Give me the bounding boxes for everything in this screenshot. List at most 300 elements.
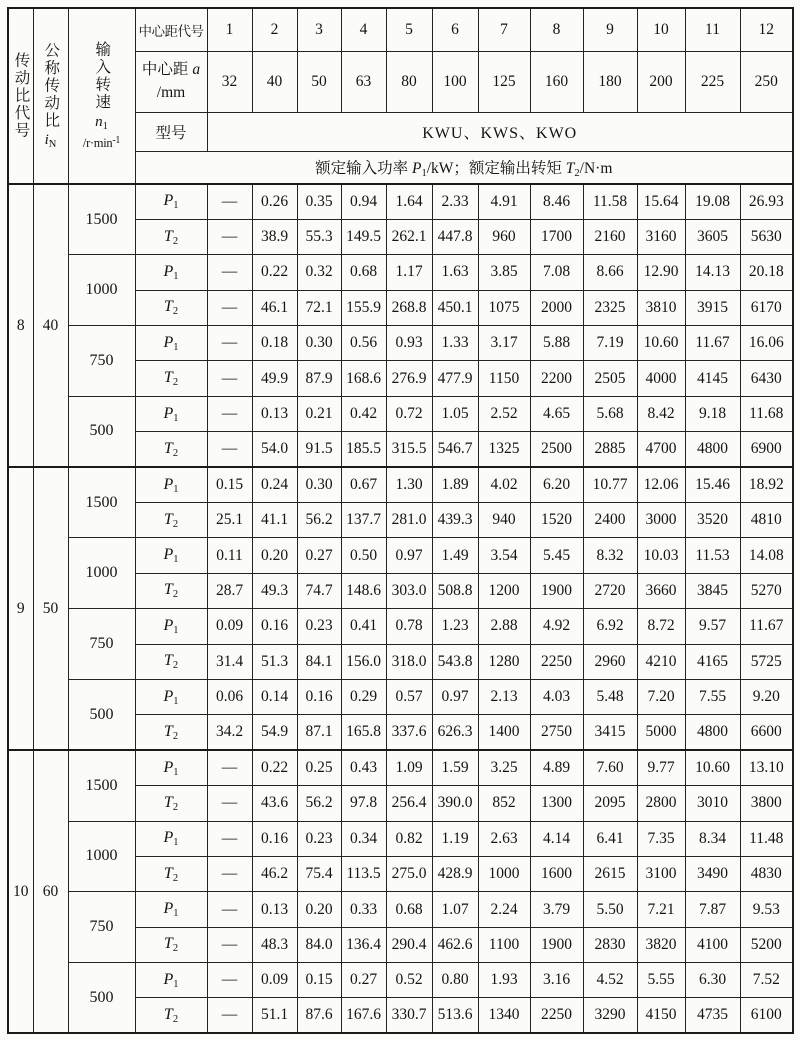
- value-cell: 4150: [637, 998, 685, 1033]
- value-cell: 281.0: [386, 503, 432, 538]
- value-cell: 1340: [478, 998, 530, 1033]
- speed-cell: 750: [68, 892, 135, 963]
- value-cell: 8.32: [583, 538, 637, 573]
- value-cell: 4735: [685, 998, 740, 1033]
- ratio-code-label: 传动比代号: [12, 52, 30, 140]
- value-cell: 0.56: [341, 326, 386, 361]
- value-cell: 262.1: [386, 219, 432, 254]
- value-cell: 1150: [478, 361, 530, 396]
- value-cell: 3.79: [530, 892, 583, 927]
- value-cell: 84.0: [297, 927, 341, 962]
- value-cell: 1.05: [432, 396, 478, 431]
- value-cell: 6.41: [583, 821, 637, 856]
- value-cell: 275.0: [386, 856, 432, 891]
- speed-cell: 1000: [68, 821, 135, 892]
- input-speed-symbol: $n_1$: [95, 114, 108, 132]
- value-cell: 0.97: [386, 538, 432, 573]
- value-cell: 20.18: [740, 255, 793, 290]
- value-cell: 12.06: [637, 467, 685, 502]
- row-label-t2: $T_2$: [135, 998, 207, 1033]
- value-cell: 9.57: [685, 609, 740, 644]
- row-label-p1: $P_1$: [135, 184, 207, 219]
- value-cell: 156.0: [341, 644, 386, 679]
- distance-cell: 200: [637, 51, 685, 112]
- input-speed-label: 输入转速: [93, 41, 111, 111]
- code-cell: 11: [685, 8, 740, 51]
- speed-cell: 1500: [68, 467, 135, 538]
- value-cell: —: [207, 184, 252, 219]
- value-cell: 4830: [740, 856, 793, 891]
- value-cell: 0.22: [252, 255, 297, 290]
- value-cell: 337.6: [386, 715, 432, 750]
- distance-cell: 180: [583, 51, 637, 112]
- value-cell: 0.09: [207, 609, 252, 644]
- value-cell: 330.7: [386, 998, 432, 1033]
- value-cell: 18.92: [740, 467, 793, 502]
- value-cell: 7.08: [530, 255, 583, 290]
- value-cell: 0.27: [341, 963, 386, 998]
- value-cell: 318.0: [386, 644, 432, 679]
- value-cell: 0.57: [386, 679, 432, 714]
- value-cell: 5630: [740, 219, 793, 254]
- value-cell: 0.72: [386, 396, 432, 431]
- value-cell: 4.91: [478, 184, 530, 219]
- value-cell: 1.64: [386, 184, 432, 219]
- speed-cell: 750: [68, 609, 135, 680]
- value-cell: 14.13: [685, 255, 740, 290]
- value-cell: 315.5: [386, 432, 432, 467]
- value-cell: 477.9: [432, 361, 478, 396]
- value-cell: 84.1: [297, 644, 341, 679]
- speed-cell: 500: [68, 396, 135, 467]
- value-cell: 290.4: [386, 927, 432, 962]
- value-cell: 447.8: [432, 219, 478, 254]
- value-cell: 0.20: [297, 892, 341, 927]
- row-label-p1: $P_1$: [135, 609, 207, 644]
- row-label-t2: $T_2$: [135, 786, 207, 821]
- nominal-ratio-label: 公称传动比: [42, 41, 60, 130]
- value-cell: 0.94: [341, 184, 386, 219]
- value-cell: 15.46: [685, 467, 740, 502]
- value-cell: 276.9: [386, 361, 432, 396]
- value-cell: 0.67: [341, 467, 386, 502]
- value-cell: 513.6: [432, 998, 478, 1033]
- value-cell: 7.55: [685, 679, 740, 714]
- row-label-t2: $T_2$: [135, 432, 207, 467]
- center-distance-title: 中心距 a: [141, 61, 201, 79]
- value-cell: 168.6: [341, 361, 386, 396]
- value-cell: 4.89: [530, 750, 583, 785]
- row-label-p1: $P_1$: [135, 892, 207, 927]
- value-cell: 2200: [530, 361, 583, 396]
- value-cell: 0.25: [297, 750, 341, 785]
- speed-cell: 750: [68, 326, 135, 397]
- center-distance-code-label: 中心距代号: [135, 8, 207, 51]
- ratio-code-cell: 10: [8, 750, 33, 1033]
- value-cell: 543.8: [432, 644, 478, 679]
- power-row: [8, 396, 793, 431]
- value-cell: 6430: [740, 361, 793, 396]
- value-cell: 11.48: [740, 821, 793, 856]
- power-row: [8, 679, 793, 714]
- value-cell: 8.66: [583, 255, 637, 290]
- value-cell: 11.67: [740, 609, 793, 644]
- value-cell: —: [207, 786, 252, 821]
- value-cell: 0.11: [207, 538, 252, 573]
- value-cell: 5.45: [530, 538, 583, 573]
- value-cell: 3660: [637, 573, 685, 608]
- value-cell: 0.29: [341, 679, 386, 714]
- row-label-t2: $T_2$: [135, 856, 207, 891]
- value-cell: —: [207, 856, 252, 891]
- value-cell: 3915: [685, 290, 740, 325]
- value-cell: 1.93: [478, 963, 530, 998]
- value-cell: 43.6: [252, 786, 297, 821]
- value-cell: —: [207, 892, 252, 927]
- value-cell: 4100: [685, 927, 740, 962]
- value-cell: —: [207, 255, 252, 290]
- value-cell: 852: [478, 786, 530, 821]
- distance-cell: 125: [478, 51, 530, 112]
- value-cell: 0.18: [252, 326, 297, 361]
- distance-cell: 160: [530, 51, 583, 112]
- value-cell: 3.54: [478, 538, 530, 573]
- value-cell: 10.60: [637, 326, 685, 361]
- value-cell: 5.88: [530, 326, 583, 361]
- value-cell: 10.03: [637, 538, 685, 573]
- value-cell: 28.7: [207, 573, 252, 608]
- value-cell: —: [207, 998, 252, 1033]
- value-cell: 268.8: [386, 290, 432, 325]
- value-cell: 15.64: [637, 184, 685, 219]
- value-cell: 4.92: [530, 609, 583, 644]
- value-cell: 2500: [530, 432, 583, 467]
- value-cell: 0.06: [207, 679, 252, 714]
- value-cell: 48.3: [252, 927, 297, 962]
- value-cell: 0.30: [297, 326, 341, 361]
- value-cell: 1075: [478, 290, 530, 325]
- code-cell: 5: [386, 8, 432, 51]
- power-row: [8, 184, 793, 219]
- ratio-code-cell: 8: [8, 184, 33, 467]
- value-cell: 16.06: [740, 326, 793, 361]
- value-cell: 2250: [530, 644, 583, 679]
- value-cell: 9.18: [685, 396, 740, 431]
- power-row: [8, 963, 793, 998]
- value-cell: 0.16: [252, 821, 297, 856]
- value-cell: 2720: [583, 573, 637, 608]
- value-cell: 3010: [685, 786, 740, 821]
- value-cell: 1520: [530, 503, 583, 538]
- value-cell: 3800: [740, 786, 793, 821]
- value-cell: 7.35: [637, 821, 685, 856]
- value-cell: 4.03: [530, 679, 583, 714]
- code-cell: 3: [297, 8, 341, 51]
- value-cell: 0.82: [386, 821, 432, 856]
- value-cell: —: [207, 326, 252, 361]
- distance-cell: 32: [207, 51, 252, 112]
- value-cell: 185.5: [341, 432, 386, 467]
- value-cell: —: [207, 396, 252, 431]
- value-cell: 3000: [637, 503, 685, 538]
- speed-cell: 1000: [68, 538, 135, 609]
- value-cell: 3.85: [478, 255, 530, 290]
- distance-cell: 250: [740, 51, 793, 112]
- value-cell: 5725: [740, 644, 793, 679]
- value-cell: 0.22: [252, 750, 297, 785]
- value-cell: 2960: [583, 644, 637, 679]
- value-cell: —: [207, 432, 252, 467]
- model-label: 型号: [135, 112, 207, 151]
- value-cell: 74.7: [297, 573, 341, 608]
- value-cell: 2615: [583, 856, 637, 891]
- value-cell: 9.20: [740, 679, 793, 714]
- value-cell: 7.21: [637, 892, 685, 927]
- value-cell: 1000: [478, 856, 530, 891]
- value-cell: 56.2: [297, 503, 341, 538]
- value-cell: 0.27: [297, 538, 341, 573]
- power-row: [8, 892, 793, 927]
- value-cell: 1.09: [386, 750, 432, 785]
- value-cell: 0.93: [386, 326, 432, 361]
- value-cell: 19.08: [685, 184, 740, 219]
- value-cell: 1.23: [432, 609, 478, 644]
- header-nominal-ratio: [33, 8, 68, 184]
- code-cell: 2: [252, 8, 297, 51]
- code-cell: 6: [432, 8, 478, 51]
- value-cell: 12.90: [637, 255, 685, 290]
- value-cell: 6600: [740, 715, 793, 750]
- value-cell: 87.9: [297, 361, 341, 396]
- value-cell: 508.8: [432, 573, 478, 608]
- value-cell: 0.30: [297, 467, 341, 502]
- row-label-t2: $T_2$: [135, 290, 207, 325]
- value-cell: 46.1: [252, 290, 297, 325]
- speed-cell: 500: [68, 679, 135, 750]
- value-cell: 56.2: [297, 786, 341, 821]
- value-cell: 2160: [583, 219, 637, 254]
- value-cell: 7.19: [583, 326, 637, 361]
- nominal-ratio-symbol: $i_N$: [44, 132, 57, 151]
- value-cell: 2750: [530, 715, 583, 750]
- value-cell: 4.02: [478, 467, 530, 502]
- value-cell: 2.13: [478, 679, 530, 714]
- value-cell: 1400: [478, 715, 530, 750]
- value-cell: 1280: [478, 644, 530, 679]
- value-cell: 0.78: [386, 609, 432, 644]
- row-label-t2: $T_2$: [135, 361, 207, 396]
- value-cell: 0.15: [207, 467, 252, 502]
- value-cell: 1900: [530, 573, 583, 608]
- value-cell: 91.5: [297, 432, 341, 467]
- value-cell: 97.8: [341, 786, 386, 821]
- value-cell: 38.9: [252, 219, 297, 254]
- value-cell: 0.21: [297, 396, 341, 431]
- code-cell: 1: [207, 8, 252, 51]
- value-cell: 0.14: [252, 679, 297, 714]
- speed-cell: 500: [68, 963, 135, 1034]
- value-cell: 46.2: [252, 856, 297, 891]
- value-cell: 136.4: [341, 927, 386, 962]
- row-label-t2: $T_2$: [135, 503, 207, 538]
- value-cell: 0.20: [252, 538, 297, 573]
- value-cell: 303.0: [386, 573, 432, 608]
- value-cell: 6900: [740, 432, 793, 467]
- value-cell: 5.50: [583, 892, 637, 927]
- value-cell: 5000: [637, 715, 685, 750]
- value-cell: 4.52: [583, 963, 637, 998]
- value-cell: 0.35: [297, 184, 341, 219]
- value-cell: 8.46: [530, 184, 583, 219]
- value-cell: 2325: [583, 290, 637, 325]
- value-cell: 1.07: [432, 892, 478, 927]
- value-cell: 49.3: [252, 573, 297, 608]
- value-cell: 4800: [685, 432, 740, 467]
- value-cell: 51.1: [252, 998, 297, 1033]
- value-cell: 5.55: [637, 963, 685, 998]
- value-cell: 1.33: [432, 326, 478, 361]
- value-cell: 3520: [685, 503, 740, 538]
- value-cell: 0.16: [252, 609, 297, 644]
- value-cell: 54.9: [252, 715, 297, 750]
- value-cell: 1100: [478, 927, 530, 962]
- value-cell: 87.6: [297, 998, 341, 1033]
- value-cell: 113.5: [341, 856, 386, 891]
- value-cell: 3845: [685, 573, 740, 608]
- value-cell: 3100: [637, 856, 685, 891]
- value-cell: 3820: [637, 927, 685, 962]
- value-cell: 4210: [637, 644, 685, 679]
- value-cell: 546.7: [432, 432, 478, 467]
- value-cell: 149.5: [341, 219, 386, 254]
- value-cell: 4800: [685, 715, 740, 750]
- value-cell: 3490: [685, 856, 740, 891]
- value-cell: 1.19: [432, 821, 478, 856]
- spec-table: [7, 7, 794, 1034]
- distance-cell: 40: [252, 51, 297, 112]
- value-cell: 0.68: [341, 255, 386, 290]
- value-cell: 0.13: [252, 396, 297, 431]
- row-label-p1: $P_1$: [135, 750, 207, 785]
- value-cell: 8.34: [685, 821, 740, 856]
- value-cell: 2885: [583, 432, 637, 467]
- value-cell: 0.50: [341, 538, 386, 573]
- value-cell: 8.72: [637, 609, 685, 644]
- value-cell: 0.13: [252, 892, 297, 927]
- value-cell: 1600: [530, 856, 583, 891]
- value-cell: 54.0: [252, 432, 297, 467]
- value-cell: 14.08: [740, 538, 793, 573]
- value-cell: 72.1: [297, 290, 341, 325]
- value-cell: —: [207, 927, 252, 962]
- value-cell: 4145: [685, 361, 740, 396]
- value-cell: 167.6: [341, 998, 386, 1033]
- value-cell: 6170: [740, 290, 793, 325]
- speed-cell: 1000: [68, 255, 135, 326]
- value-cell: 3.17: [478, 326, 530, 361]
- value-cell: 2.63: [478, 821, 530, 856]
- value-cell: 49.9: [252, 361, 297, 396]
- row-label-p1: $P_1$: [135, 821, 207, 856]
- value-cell: 2.33: [432, 184, 478, 219]
- value-cell: 11.67: [685, 326, 740, 361]
- value-cell: 1.49: [432, 538, 478, 573]
- value-cell: 1.17: [386, 255, 432, 290]
- value-cell: 51.3: [252, 644, 297, 679]
- power-row: [8, 750, 793, 785]
- value-cell: 2000: [530, 290, 583, 325]
- code-cell: 4: [341, 8, 386, 51]
- spec-table-body: [8, 184, 793, 1033]
- value-cell: 1325: [478, 432, 530, 467]
- value-cell: —: [207, 821, 252, 856]
- value-cell: —: [207, 750, 252, 785]
- value-cell: 0.23: [297, 821, 341, 856]
- code-cell: 7: [478, 8, 530, 51]
- value-cell: 1900: [530, 927, 583, 962]
- value-cell: 0.52: [386, 963, 432, 998]
- value-cell: 439.3: [432, 503, 478, 538]
- value-cell: 0.33: [341, 892, 386, 927]
- value-cell: 7.20: [637, 679, 685, 714]
- row-label-p1: $P_1$: [135, 963, 207, 998]
- row-label-p1: $P_1$: [135, 467, 207, 502]
- value-cell: 0.80: [432, 963, 478, 998]
- value-cell: 960: [478, 219, 530, 254]
- value-cell: 4700: [637, 432, 685, 467]
- value-cell: 940: [478, 503, 530, 538]
- value-cell: 6.92: [583, 609, 637, 644]
- header-input-speed: [68, 8, 135, 184]
- value-cell: 0.23: [297, 609, 341, 644]
- value-cell: 137.7: [341, 503, 386, 538]
- header-ratio-code: [8, 8, 33, 184]
- value-cell: 2505: [583, 361, 637, 396]
- power-row: [8, 255, 793, 290]
- row-label-t2: $T_2$: [135, 644, 207, 679]
- value-cell: 8.42: [637, 396, 685, 431]
- value-cell: 462.6: [432, 927, 478, 962]
- value-cell: 0.42: [341, 396, 386, 431]
- distance-cell: 50: [297, 51, 341, 112]
- value-cell: 0.43: [341, 750, 386, 785]
- code-cell: 10: [637, 8, 685, 51]
- speed-cell: 1500: [68, 184, 135, 255]
- value-cell: 31.4: [207, 644, 252, 679]
- value-cell: 2800: [637, 786, 685, 821]
- value-cell: 626.3: [432, 715, 478, 750]
- value-cell: —: [207, 963, 252, 998]
- value-cell: 4165: [685, 644, 740, 679]
- value-cell: 2095: [583, 786, 637, 821]
- value-cell: 4000: [637, 361, 685, 396]
- value-cell: 428.9: [432, 856, 478, 891]
- value-cell: —: [207, 361, 252, 396]
- speed-cell: 1500: [68, 750, 135, 821]
- value-cell: 0.32: [297, 255, 341, 290]
- power-row: [8, 821, 793, 856]
- value-cell: 0.68: [386, 892, 432, 927]
- value-cell: 75.4: [297, 856, 341, 891]
- value-cell: 6100: [740, 998, 793, 1033]
- value-cell: 1.59: [432, 750, 478, 785]
- distance-cell: 225: [685, 51, 740, 112]
- value-cell: 1300: [530, 786, 583, 821]
- value-cell: 11.58: [583, 184, 637, 219]
- value-cell: 148.6: [341, 573, 386, 608]
- value-cell: 3605: [685, 219, 740, 254]
- value-cell: 2400: [583, 503, 637, 538]
